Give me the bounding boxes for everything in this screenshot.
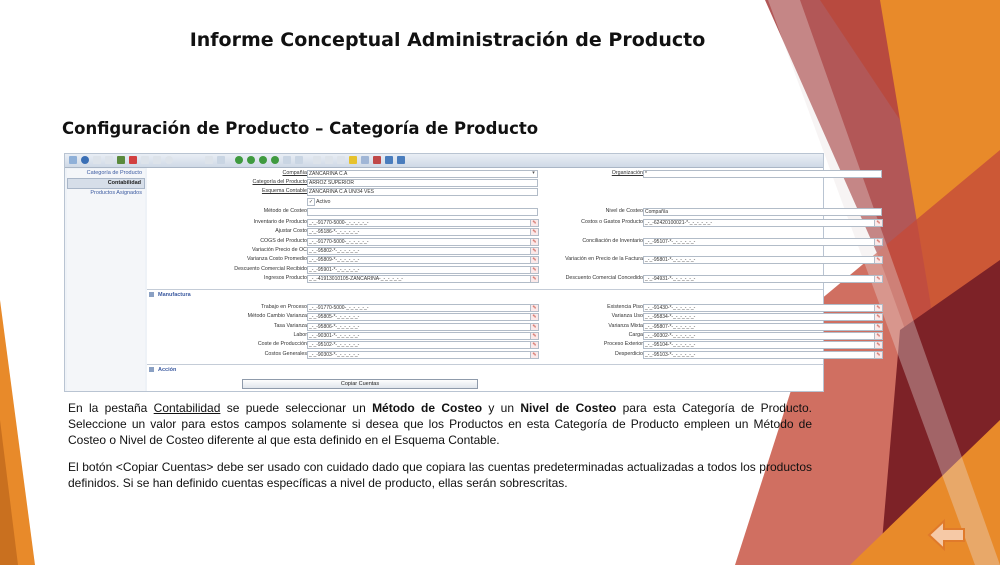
edit-account-icon[interactable]: ✎ bbox=[530, 313, 539, 321]
edit-account-icon[interactable]: ✎ bbox=[874, 256, 883, 264]
edit-account-icon[interactable]: ✎ bbox=[530, 275, 539, 283]
account-field[interactable]: _-_-91770-5000-_-_-_-_-_- bbox=[307, 238, 532, 246]
account-field[interactable]: _-_-95806-*-_-_-_-_-_- bbox=[307, 323, 532, 331]
esquema-field[interactable]: ZANCARINA C.A UN/34 VES bbox=[307, 188, 538, 196]
chevron-down-icon[interactable]: ▾ bbox=[532, 170, 535, 176]
first-record-icon[interactable] bbox=[235, 156, 243, 164]
page-subtitle: Configuración de Producto – Categoría de Producto bbox=[62, 119, 539, 138]
edit-account-icon[interactable]: ✎ bbox=[530, 332, 539, 340]
organizacion-label: Organización bbox=[611, 170, 643, 176]
text-run: En la pestaña bbox=[68, 401, 154, 415]
account-label: Método Cambio Varianza bbox=[247, 313, 307, 320]
account-label: Labor bbox=[293, 331, 307, 338]
account-field[interactable]: _-_-90302-*-_-_-_-_-_- bbox=[643, 332, 876, 340]
edit-account-icon[interactable]: ✎ bbox=[874, 238, 883, 246]
compania-field[interactable]: ZANCARINA C.A bbox=[307, 170, 538, 178]
edit-account-icon[interactable]: ✎ bbox=[530, 228, 539, 236]
chat-icon[interactable] bbox=[325, 156, 333, 164]
edit-account-icon[interactable]: ✎ bbox=[874, 323, 883, 331]
attachment-icon[interactable] bbox=[313, 156, 321, 164]
account-label: Varianza Costo Promedio bbox=[247, 256, 307, 263]
metodo-costeo-reference: Método de Costeo bbox=[372, 401, 483, 415]
grid-icon[interactable] bbox=[205, 156, 213, 164]
section-accion-label: Acción bbox=[158, 367, 177, 373]
edit-account-icon[interactable]: ✎ bbox=[530, 247, 539, 255]
account-label: Conciliación de Inventario bbox=[582, 237, 643, 244]
exit-icon[interactable] bbox=[397, 156, 405, 164]
edit-account-icon[interactable]: ✎ bbox=[530, 266, 539, 274]
next-record-icon[interactable] bbox=[259, 156, 267, 164]
zoom-icon[interactable] bbox=[361, 156, 369, 164]
copiar-cuentas-button[interactable]: Copiar Cuentas bbox=[242, 379, 478, 389]
categoria-field[interactable]: ARROZ SUPERIOR bbox=[307, 179, 538, 187]
report-icon[interactable] bbox=[337, 156, 345, 164]
account-field[interactable]: _-_-95901-*-_-_-_-_-_- bbox=[307, 266, 532, 274]
account-field[interactable]: _-_-94931-*-_-_-_-_-_- bbox=[643, 275, 876, 283]
metodo-costeo-select[interactable] bbox=[307, 208, 538, 216]
new-icon[interactable] bbox=[93, 156, 101, 164]
process-icon[interactable] bbox=[385, 156, 393, 164]
account-label: Varianza Uso bbox=[611, 313, 643, 320]
account-label: Coste de Producción bbox=[257, 341, 307, 348]
print-icon[interactable] bbox=[141, 156, 149, 164]
account-field[interactable]: _-_-95805-*-_-_-_-_-_- bbox=[307, 313, 532, 321]
account-field[interactable]: _-_-95809-*-_-_-_-_-_- bbox=[307, 256, 532, 264]
save-icon[interactable] bbox=[117, 156, 125, 164]
account-label: Inventario de Producto bbox=[253, 219, 307, 225]
text-run: y un bbox=[482, 401, 521, 415]
edit-account-icon[interactable]: ✎ bbox=[874, 341, 883, 349]
account-label: Varianza Mixta bbox=[608, 322, 643, 329]
nivel-costeo-select[interactable]: Compañía bbox=[643, 208, 882, 216]
edit-account-icon[interactable]: ✎ bbox=[874, 275, 883, 283]
edit-account-icon[interactable]: ✎ bbox=[874, 313, 883, 321]
edit-account-icon[interactable]: ✎ bbox=[530, 323, 539, 331]
parent-icon[interactable] bbox=[283, 156, 291, 164]
section-manufactura-label: Manufactura bbox=[158, 292, 191, 298]
copy-icon[interactable] bbox=[105, 156, 113, 164]
refresh-icon[interactable] bbox=[153, 156, 161, 164]
edit-account-icon[interactable]: ✎ bbox=[874, 304, 883, 312]
account-label: Descuento Comercial Concedido bbox=[565, 274, 643, 281]
account-field[interactable]: _-_-95834-*-_-_-_-_-_- bbox=[643, 313, 876, 321]
account-field[interactable]: _-_-95801-*-_-_-_-_-_- bbox=[643, 256, 876, 264]
nivel-costeo-label: Nivel de Costeo bbox=[605, 208, 643, 214]
edit-account-icon[interactable]: ✎ bbox=[530, 256, 539, 264]
account-label: Descuento Comercial Recibido bbox=[234, 265, 307, 272]
esquema-label: Esquema Contable bbox=[261, 188, 307, 194]
left-arrow-icon[interactable] bbox=[927, 518, 967, 552]
account-label: Costos Generales bbox=[264, 350, 307, 357]
tab-categoria[interactable]: Categoría de Producto bbox=[86, 170, 142, 176]
form-panel bbox=[147, 168, 881, 391]
account-field[interactable]: _-_-90303-*-_-_-_-_-_- bbox=[307, 351, 532, 359]
account-field[interactable]: _-_-95186-*-_-_-_-_-_- bbox=[307, 228, 532, 236]
account-field[interactable]: _-_-95102-*-_-_-_-_-_- bbox=[307, 341, 532, 349]
compania-label: Compañía bbox=[282, 170, 307, 176]
edit-account-icon[interactable]: ✎ bbox=[874, 351, 883, 359]
edit-account-icon[interactable]: ✎ bbox=[530, 238, 539, 246]
account-field[interactable]: _-_-62420100021-*-_-_-_-_-_- bbox=[643, 219, 876, 227]
account-label: Ajustar Costo bbox=[275, 228, 307, 235]
organizacion-field[interactable]: * bbox=[643, 170, 882, 178]
account-field[interactable]: _-_-95807-*-_-_-_-_-_- bbox=[643, 323, 876, 331]
tab-productos-asignados[interactable]: Productos Asignados bbox=[90, 190, 142, 196]
edit-account-icon[interactable]: ✎ bbox=[530, 219, 539, 227]
nivel-costeo-reference: Nivel de Costeo bbox=[520, 401, 617, 415]
account-field[interactable]: _-_-91430-*-_-_-_-_-_- bbox=[643, 304, 876, 312]
edit-account-icon[interactable]: ✎ bbox=[530, 341, 539, 349]
categoria-label: Categoría del Producto bbox=[252, 179, 307, 185]
account-label: Costos o Gastos Producto bbox=[581, 219, 643, 225]
workflow-icon[interactable] bbox=[373, 156, 381, 164]
account-label: COGS del Producto bbox=[260, 237, 307, 244]
account-field[interactable]: _-_-95802-*-_-_-_-_-_- bbox=[307, 247, 532, 255]
edit-account-icon[interactable]: ✎ bbox=[874, 332, 883, 340]
metodo-costeo-label: Método de Costeo bbox=[263, 208, 307, 214]
account-field[interactable]: _-_-90301-*-_-_-_-_-_- bbox=[307, 332, 532, 340]
account-field[interactable]: _-_-95103-*-_-_-_-_-_- bbox=[643, 351, 876, 359]
text-run: para esta Categoría de Producto. Seleccione un valor para estos campos solamente si desea que los Productos en esta Categoría de Producto empleen un Método de Costeo o Nivel de Costeo diferente al que esta definido en el Esquema Contable. bbox=[68, 401, 812, 447]
account-label: Tasa Varianza bbox=[273, 322, 307, 329]
account-label: Ingresos Producto bbox=[264, 274, 307, 281]
delete-icon[interactable] bbox=[129, 156, 137, 164]
activo-checkbox[interactable]: ✓ bbox=[308, 199, 314, 205]
edit-account-icon[interactable]: ✎ bbox=[530, 304, 539, 312]
last-record-icon[interactable] bbox=[271, 156, 279, 164]
account-field[interactable]: _-_-91770-5000-_-_-_-_-_- bbox=[307, 219, 532, 227]
section-manufactura[interactable] bbox=[147, 289, 823, 300]
activo-label: Activo bbox=[316, 199, 331, 205]
help-icon[interactable] bbox=[81, 156, 89, 164]
description-paragraph-1 bbox=[68, 400, 812, 448]
account-field[interactable]: _-_-41913010105-ZANCARINA-_-_-_-_-_- bbox=[307, 275, 532, 283]
account-field[interactable]: _-_-95107-*-_-_-_-_-_- bbox=[643, 238, 876, 246]
history-icon[interactable] bbox=[217, 156, 225, 164]
description-paragraph-2: El botón <Copiar Cuentas> debe ser usado con cuidado dado que copiara las cuentas predeterminadas actualizadas a todos los productos definidos. Si se han definido cuentas específicas a nivel de producto, ellas serán sobrescritas. bbox=[68, 460, 812, 490]
text-run: se puede seleccionar un bbox=[220, 401, 373, 415]
edit-account-icon[interactable]: ✎ bbox=[530, 351, 539, 359]
section-accion[interactable] bbox=[147, 364, 823, 375]
app-window bbox=[64, 153, 881, 392]
account-label: Variación Precio de OC bbox=[252, 246, 307, 253]
account-label: Variación en Precio de la Factura bbox=[565, 256, 643, 263]
account-field[interactable]: _-_-95104-*-_-_-_-_-_- bbox=[643, 341, 876, 349]
toolbar bbox=[65, 154, 823, 168]
account-field[interactable]: _-_-91770-5000-_-_-_-_-_- bbox=[307, 304, 532, 312]
search-icon[interactable] bbox=[165, 156, 173, 164]
account-label: Proceso Exterior bbox=[603, 341, 643, 348]
contabilidad-tab-reference: Contabilidad bbox=[153, 401, 221, 415]
account-label: Trabajo en Proceso bbox=[260, 304, 307, 310]
tab-contabilidad[interactable]: Contabilidad bbox=[67, 178, 145, 189]
account-label: Desperdicio bbox=[615, 350, 643, 357]
account-label: Existencia Piso bbox=[607, 304, 643, 310]
sidebar bbox=[67, 169, 145, 391]
previous-record-icon[interactable] bbox=[247, 156, 255, 164]
detail-icon[interactable] bbox=[295, 156, 303, 164]
account-label: Carga bbox=[628, 331, 643, 338]
lock-icon[interactable] bbox=[349, 156, 357, 164]
edit-account-icon[interactable]: ✎ bbox=[874, 219, 883, 227]
back-icon[interactable] bbox=[69, 156, 77, 164]
page-title: Informe Conceptual Administración de Producto bbox=[189, 29, 706, 51]
